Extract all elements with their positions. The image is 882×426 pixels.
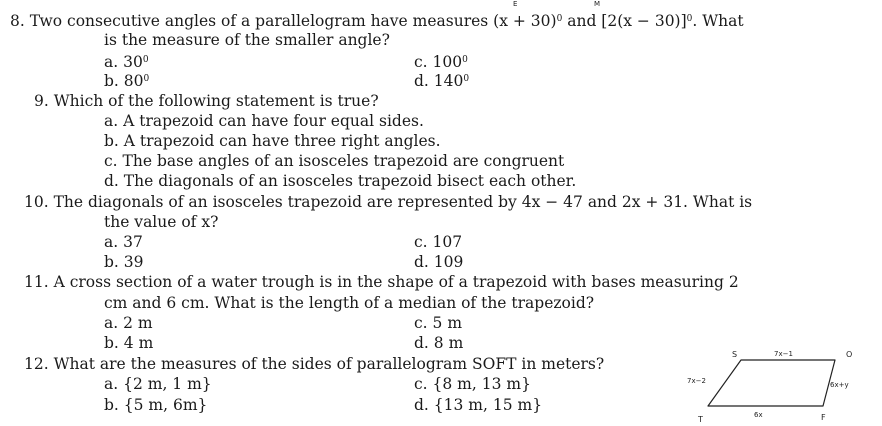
q8-text-mid: and [2(x − 30)]: [562, 12, 687, 30]
side-so-label: 7x−1: [774, 350, 793, 358]
degree-mark: 0: [686, 14, 693, 24]
q12-text: 12. What are the measures of the sides of parallelogram SOFT in meters?: [24, 355, 605, 373]
q9-option-a[interactable]: a. A trapezoid can have four equal sides.: [104, 112, 424, 130]
q11-line2: cm and 6 cm. What is the length of a median of the trapezoid?: [104, 294, 595, 312]
q8-option-a-text: a. 30: [104, 53, 143, 71]
q11-line1: 11. A cross section of a water trough is in the shape of a trapezoid with bases measuring 2: [24, 273, 739, 291]
vertex-t-label: T: [698, 415, 703, 424]
q10-option-c[interactable]: c. 107: [414, 233, 463, 251]
vertex-f-label: F: [821, 413, 826, 422]
q10-line2: the value of x?: [104, 213, 219, 231]
q9-option-d[interactable]: d. The diagonals of an isosceles trapezoid bisect each other.: [104, 172, 577, 190]
q9-option-c[interactable]: c. The base angles of an isosceles trapezoid are congruent: [104, 152, 565, 170]
q8-line2: is the measure of the smaller angle?: [104, 31, 390, 49]
side-tf-label: 6x: [754, 411, 763, 419]
q8-option-d[interactable]: [414, 70, 469, 90]
handwritten-e: E: [513, 0, 518, 8]
q11-option-d[interactable]: d. 8 m: [414, 334, 464, 352]
q8-option-b[interactable]: [104, 70, 149, 90]
q8-line1: [10, 10, 744, 30]
q10-option-a[interactable]: a. 37: [104, 233, 143, 251]
side-st-label: 7x−2: [687, 377, 706, 385]
q12-option-c[interactable]: c. {8 m, 13 m}: [414, 375, 531, 393]
degree-mark: 0: [143, 74, 150, 84]
degree-mark: 0: [462, 55, 468, 65]
handwritten-m: M: [594, 0, 601, 8]
vertex-s-label: S: [732, 350, 738, 359]
q10-option-b[interactable]: b. 39: [104, 253, 144, 271]
q8-text-start: 8. Two consecutive angles of a parallelogram have measures (x + 30): [10, 12, 557, 30]
q8-option-a[interactable]: [104, 51, 149, 71]
q12-option-b[interactable]: b. {5 m, 6m}: [104, 396, 208, 414]
vertex-o-label: O: [846, 350, 853, 359]
q11-option-b[interactable]: b. 4 m: [104, 334, 154, 352]
q9-option-b[interactable]: b. A trapezoid can have three right angles.: [104, 132, 441, 150]
degree-mark: 0: [463, 74, 470, 84]
q11-option-a[interactable]: a. 2 m: [104, 314, 153, 332]
q10-line1: 10. The diagonals of an isosceles trapezoid are represented by 4x − 47 and 2x + 31. What is: [24, 193, 753, 211]
degree-mark: 0: [142, 55, 149, 65]
q8-option-c-text: c. 100: [414, 53, 463, 71]
q12-option-a[interactable]: a. {2 m, 1 m}: [104, 375, 212, 393]
parallelogram-soft-figure: [680, 346, 880, 426]
q8-text-end: . What: [692, 12, 744, 30]
q9-text: 9. Which of the following statement is true?: [34, 92, 379, 110]
q8-option-d-text: d. 140: [414, 72, 464, 90]
q8-option-b-text: b. 80: [104, 72, 144, 90]
q10-option-d[interactable]: d. 109: [414, 253, 464, 271]
side-of-label: 6x+y: [830, 381, 849, 389]
degree-mark: 0: [556, 14, 563, 24]
q12-option-d[interactable]: d. {13 m, 15 m}: [414, 396, 543, 414]
q11-option-c[interactable]: c. 5 m: [414, 314, 463, 332]
parallelogram-shape: [708, 360, 835, 406]
q8-option-c[interactable]: [414, 51, 468, 71]
